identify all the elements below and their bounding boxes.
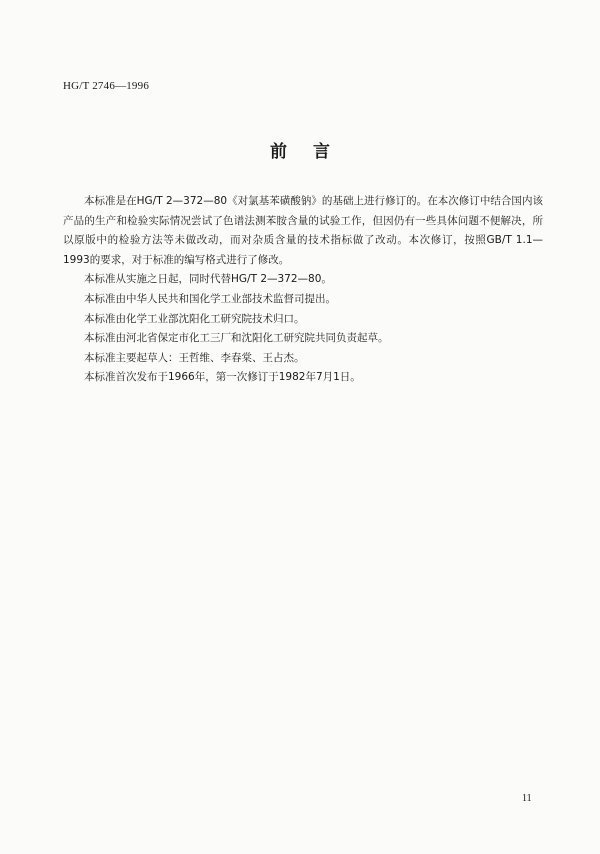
title-char-1: 前 [270, 142, 287, 162]
paragraph-drafted-by: 本标准由河北省保定市化工三厂和沈阳化工研究院共同负责起草。 [84, 332, 389, 345]
paragraph-proposed-by: 本标准由中华人民共和国化学工业部技术监督司提出。 [84, 292, 336, 305]
paragraph-centralized-by: 本标准由化学工业部沈阳化工研究院技术归口。 [84, 312, 305, 325]
paragraph-replacement: 本标准从实施之日起，同时代替HG/T 2—372—80。 [84, 273, 332, 286]
page-number: 11 [522, 793, 532, 804]
standard-code: HG/T 2746—1996 [63, 80, 150, 92]
page-title [0, 137, 600, 162]
title-char-2: 言 [313, 142, 330, 162]
paragraph-release-history: 本标准首次发布于1966年，第一次修订于1982年7月1日。 [84, 371, 361, 384]
foreword-body [63, 192, 543, 388]
paragraph-revision-basis: 本标准是在HG/T 2—372—80《对氯基苯磺酸钠》的基础上进行修订的。在本次修订中结合国内该产品的生产和检验实际情况尝试了色谱法测苯胺含量的试验工作，但因仍有一些具体问题不便解决，所以原版中的检验方法等未做改动，而对杂质含量的技术指标做了改动。本次修订，按照GB/T 1.1—1993的要求，对于标准的编写格式进行了修改。 [63, 195, 543, 266]
paragraph-main-drafters: 本标准主要起草人：王哲维、李春棠、王占杰。 [84, 351, 305, 364]
